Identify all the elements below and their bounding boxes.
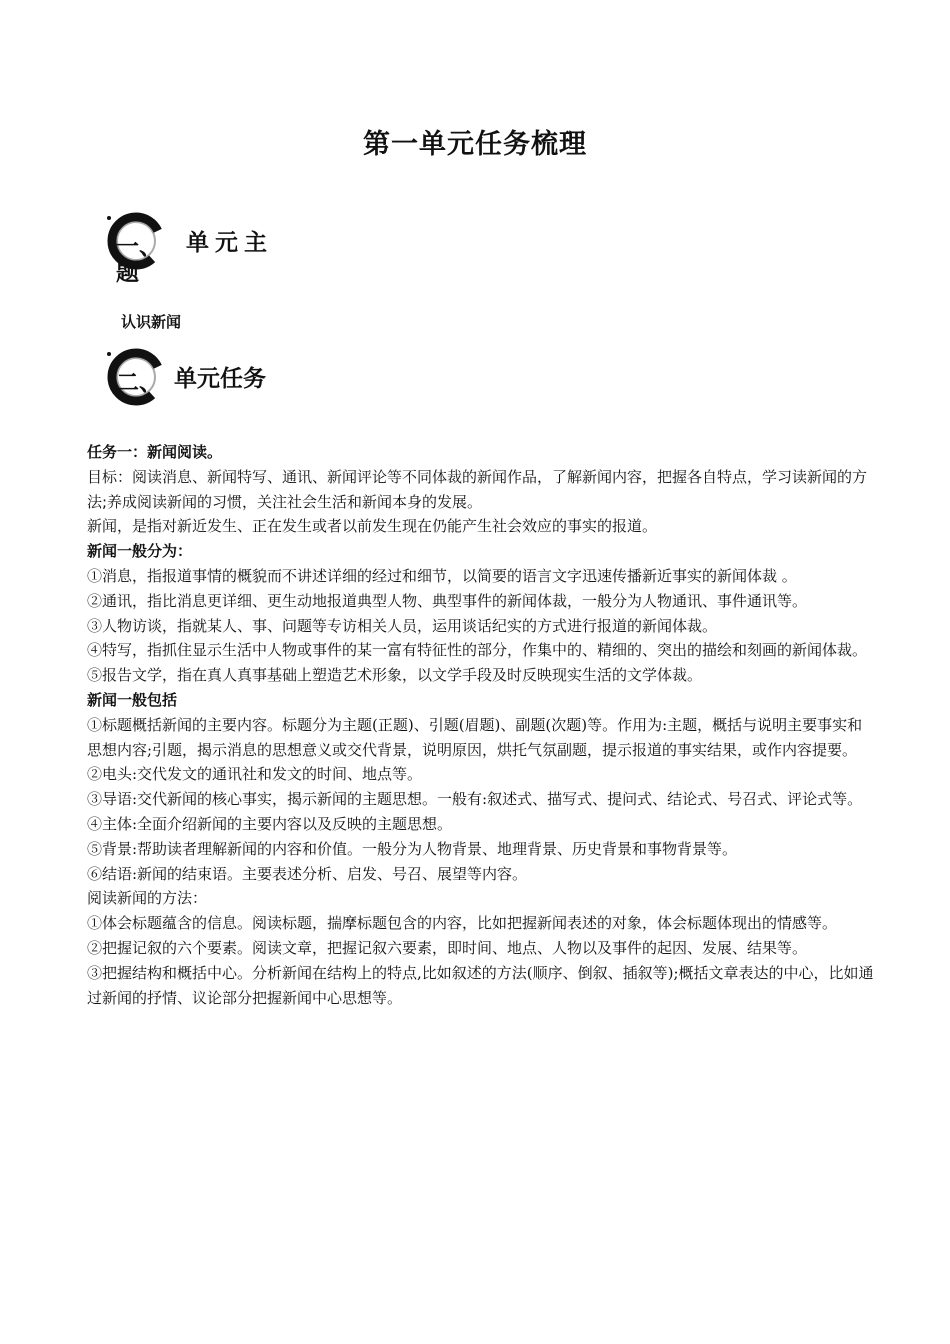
list-item: ④特写，指抓住显示生活中人物或事件的某一富有特征性的部分，作集中的、精细的、突出的描绘和刻画的新闻体裁。 [87,641,868,660]
list-item: ⑤报告文学，指在真人真事基础上塑造艺术形象，以文学手段及时反映现实生活的文学体裁。 [87,666,703,685]
list-item: ⑥结语:新闻的结束语。主要表述分析、启发、号召、展望等内容。 [87,864,528,883]
types-heading: 新闻一般分为： [87,542,193,561]
task-body [87,440,877,1010]
unit-theme-text: 认识新闻 [121,313,182,331]
list-item: ①体会标题蕴含的信息。阅读标题，揣摩标题包含的内容，比如把握新闻表述的对象，体会标题体现出的情感等。 [87,914,838,933]
page-title: 第一单元任务梳理 [363,129,587,160]
section-heading-unit-theme [96,202,396,286]
task-heading: 任务一：新闻阅读。 [87,443,223,461]
task-goal: 目标：阅读消息、新闻特写、通讯、新闻评论等不同体裁的新闻作品，了解新闻内容，把握各自特点，学习读新闻的方法;养成阅读新闻的习惯，关注社会生活和新闻本身的发展。 [87,467,868,511]
methods-heading: 阅读新闻的方法： [87,889,208,908]
list-item: ④主体:全面介绍新闻的主要内容以及反映的主题思想。 [87,814,453,833]
list-item: ②通讯，指比消息更详细、更生动地报道典型人物、典型事件的新闻体裁，一般分为人物通讯、事件通讯等。 [87,591,808,610]
list-item: ②把握记叙的六个要素。阅读文章，把握记叙六要素，即时间、地点、人物以及事件的起因、发展、结果等。 [87,938,808,957]
section-title: 单元任务 [174,366,266,392]
list-item: ②电头:交代发文的通讯社和发文的时间、地点等。 [87,765,423,784]
section-title: 单元主 [186,230,273,256]
section-number: 一、 [116,234,162,260]
list-item: ③人物访谈，指就某人、事、问题等专访相关人员，运用谈话纪实的方式进行报道的新闻体裁。 [87,616,718,635]
section-number: 二、 [116,370,162,396]
list-item: ③把握结构和概括中心。分析新闻在结构上的特点,比如叙述的方法(顺序、倒叙、插叙等);概括文章表达的中心，比如通过新闻的抒情、议论部分把握新闻中心思想等。 [87,963,874,1007]
list-item: ③导语:交代新闻的核心事实，揭示新闻的主题思想。一般有:叙述式、描写式、提问式、结论式、号召式、评论式等。 [87,790,863,809]
list-item: ①消息，指报道事情的概貌而不讲述详细的经过和细节，以简要的语言文字迅速传播新近事实的新闻体裁 。 [87,566,797,585]
parts-heading: 新闻一般包括 [87,690,178,709]
list-item: ⑤背景:帮助读者理解新闻的内容和价值。一般分为人物背景、地理背景、历史背景和事物背景等。 [87,839,738,858]
section-heading-unit-tasks [96,338,396,418]
news-definition: 新闻，是指对新近发生、正在发生或者以前发生现在仍能产生社会效应的事实的报道。 [87,517,658,536]
list-item: ①标题概括新闻的主要内容。标题分为主题(正题)、引题(眉题)、副题(次题)等。作用为:主题，概括与说明主要事实和思想内容;引题，揭示消息的思想意义或交代背景，说明原因，烘托气氛副题，提示报道的事实结果，或作内容提要。 [87,715,863,759]
section-title-wrap: 题 [116,260,139,286]
